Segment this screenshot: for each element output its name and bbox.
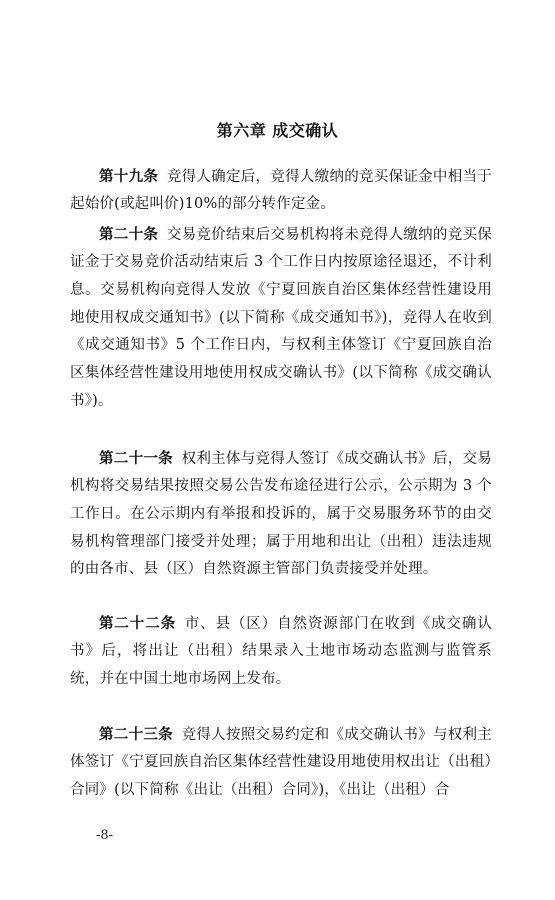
article-20 [70,221,492,416]
page-number: -8- [96,828,114,843]
article-number: 第二十三条 [99,725,173,743]
chapter-title: 第六章 成交确认 [216,121,339,140]
article-number: 第二十一条 [99,449,173,467]
article-number: 第十九条 [99,167,159,185]
article-text: 竞得人按照交易约定和《成交确认书》与权利主体签订《宁夏回族自治区集体经营性建设用地使用权出让（出租）合同》(以下简称《出让（出租）合同》)，《出让（出租）合 [70,726,492,798]
article-text: 市、县（区）自然资源部门在收到《成交确认书》后，将出让（出租）结果录入土地市场动态监测与监管系统，并在中国土地市场网上发布。 [70,615,493,687]
article-21 [70,445,492,585]
article-text: 权利主体与竞得人签订《成交确认书》后，交易机构将交易结果按照交易公告发布途径进行公示，公示期为 3 个工作日。在公示期内有举报和投诉的，属于交易服务环节的由交易机构管理部门接受并处理；属于用地和出让（出租）违法违规的由各市、县（区）自然资源主管部门负责接受并处理。 [70,450,492,578]
article-23 [70,721,492,805]
article-19 [70,163,492,219]
article-number: 第二十二条 [99,614,177,632]
article-number: 第二十条 [99,225,159,243]
article-22 [70,610,492,694]
article-text: 交易竞价结束后交易机构将未竞得人缴纳的竞买保证金于交易竞价活动结束后 3 个工作日内按原途径退还，不计利息。交易机构向竞得人发放《宁夏回族自治区集体经营性建设用地使用权成交通知书》(以下简称《成交通知书》)，竞得人在收到《成交通知书》5 个工作日内，与权利主体签订《宁夏回族自治区集体经营性建设用地使用权成交确认书》(以下简称《成交确认书》)。 [70,226,492,409]
article-text: 竞得人确定后，竞得人缴纳的竞买保证金中相当于起始价(或起叫价)10%的部分转作定金。 [70,168,492,213]
